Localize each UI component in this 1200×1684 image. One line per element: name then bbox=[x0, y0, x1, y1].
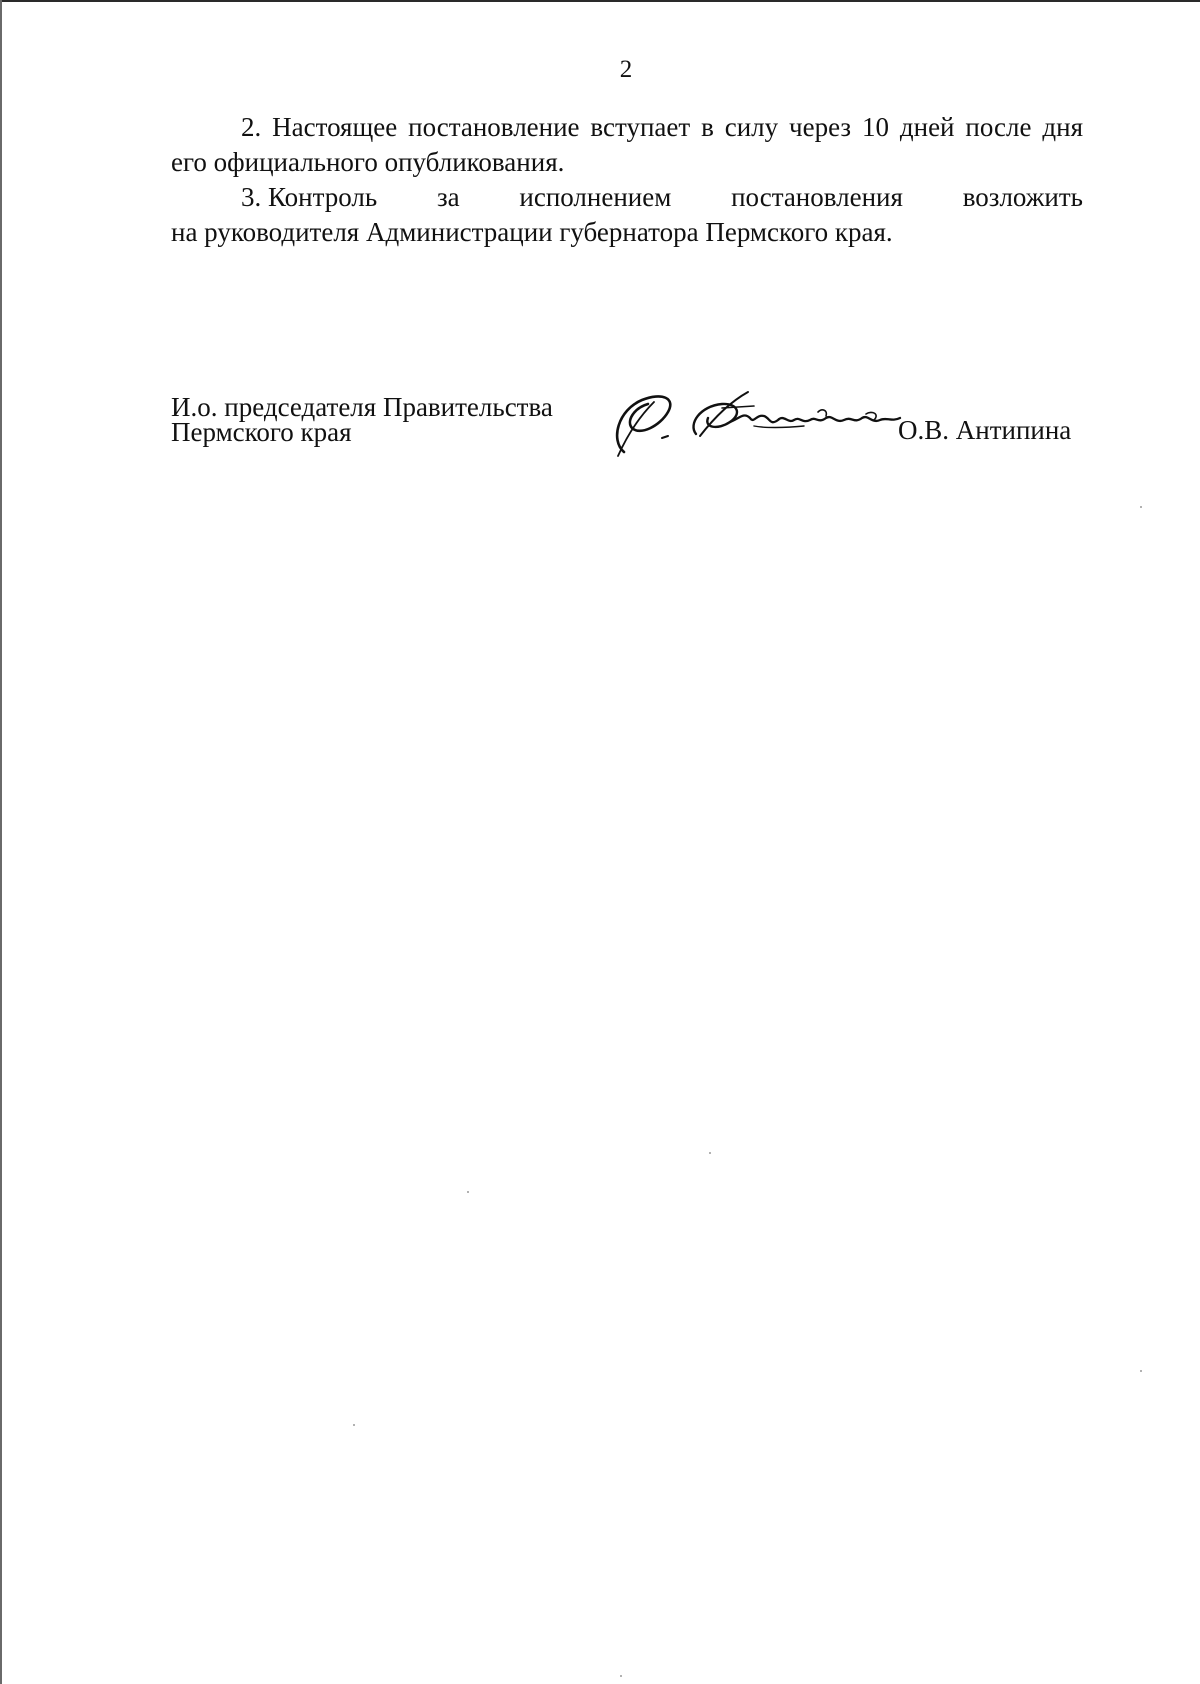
handwritten-signature bbox=[604, 388, 914, 460]
paragraph-2: 2. Настоящее постановление вступает в силу через 10 дней после дня его официального опубликования. bbox=[171, 112, 1083, 177]
scan-speck bbox=[1140, 1370, 1142, 1372]
paragraph-3-word-2: за bbox=[436, 182, 460, 212]
page-number: 2 bbox=[619, 56, 633, 83]
scan-speck bbox=[467, 1191, 469, 1193]
signatory-name: О.В. Антипина bbox=[898, 415, 1072, 445]
paragraph-3-word-4: постановления bbox=[731, 182, 903, 212]
paragraph-3-word-3: исполнением bbox=[519, 182, 672, 212]
scan-speck bbox=[620, 1675, 622, 1677]
paragraph-3-line-2: на руководителя Администрации губернатора Пермского края. bbox=[171, 217, 893, 247]
signatory-title-line-1: И.о. председателя Правительства bbox=[171, 392, 553, 422]
scan-speck bbox=[353, 1424, 355, 1426]
paragraph-3-word-1: 3. Контроль bbox=[241, 182, 378, 212]
scan-speck bbox=[1140, 506, 1142, 508]
signatory-title bbox=[171, 392, 553, 447]
scan-border-left bbox=[0, 0, 2, 1684]
scan-border-top bbox=[0, 0, 1200, 2]
paragraph-3-line-1 bbox=[171, 180, 1083, 215]
paragraph-3 bbox=[171, 180, 1083, 250]
scan-speck bbox=[709, 1152, 711, 1154]
paragraph-3-word-5: возложить bbox=[962, 182, 1083, 212]
signatory-title-line-2: Пермского края bbox=[171, 417, 352, 447]
document-body bbox=[171, 110, 1083, 250]
